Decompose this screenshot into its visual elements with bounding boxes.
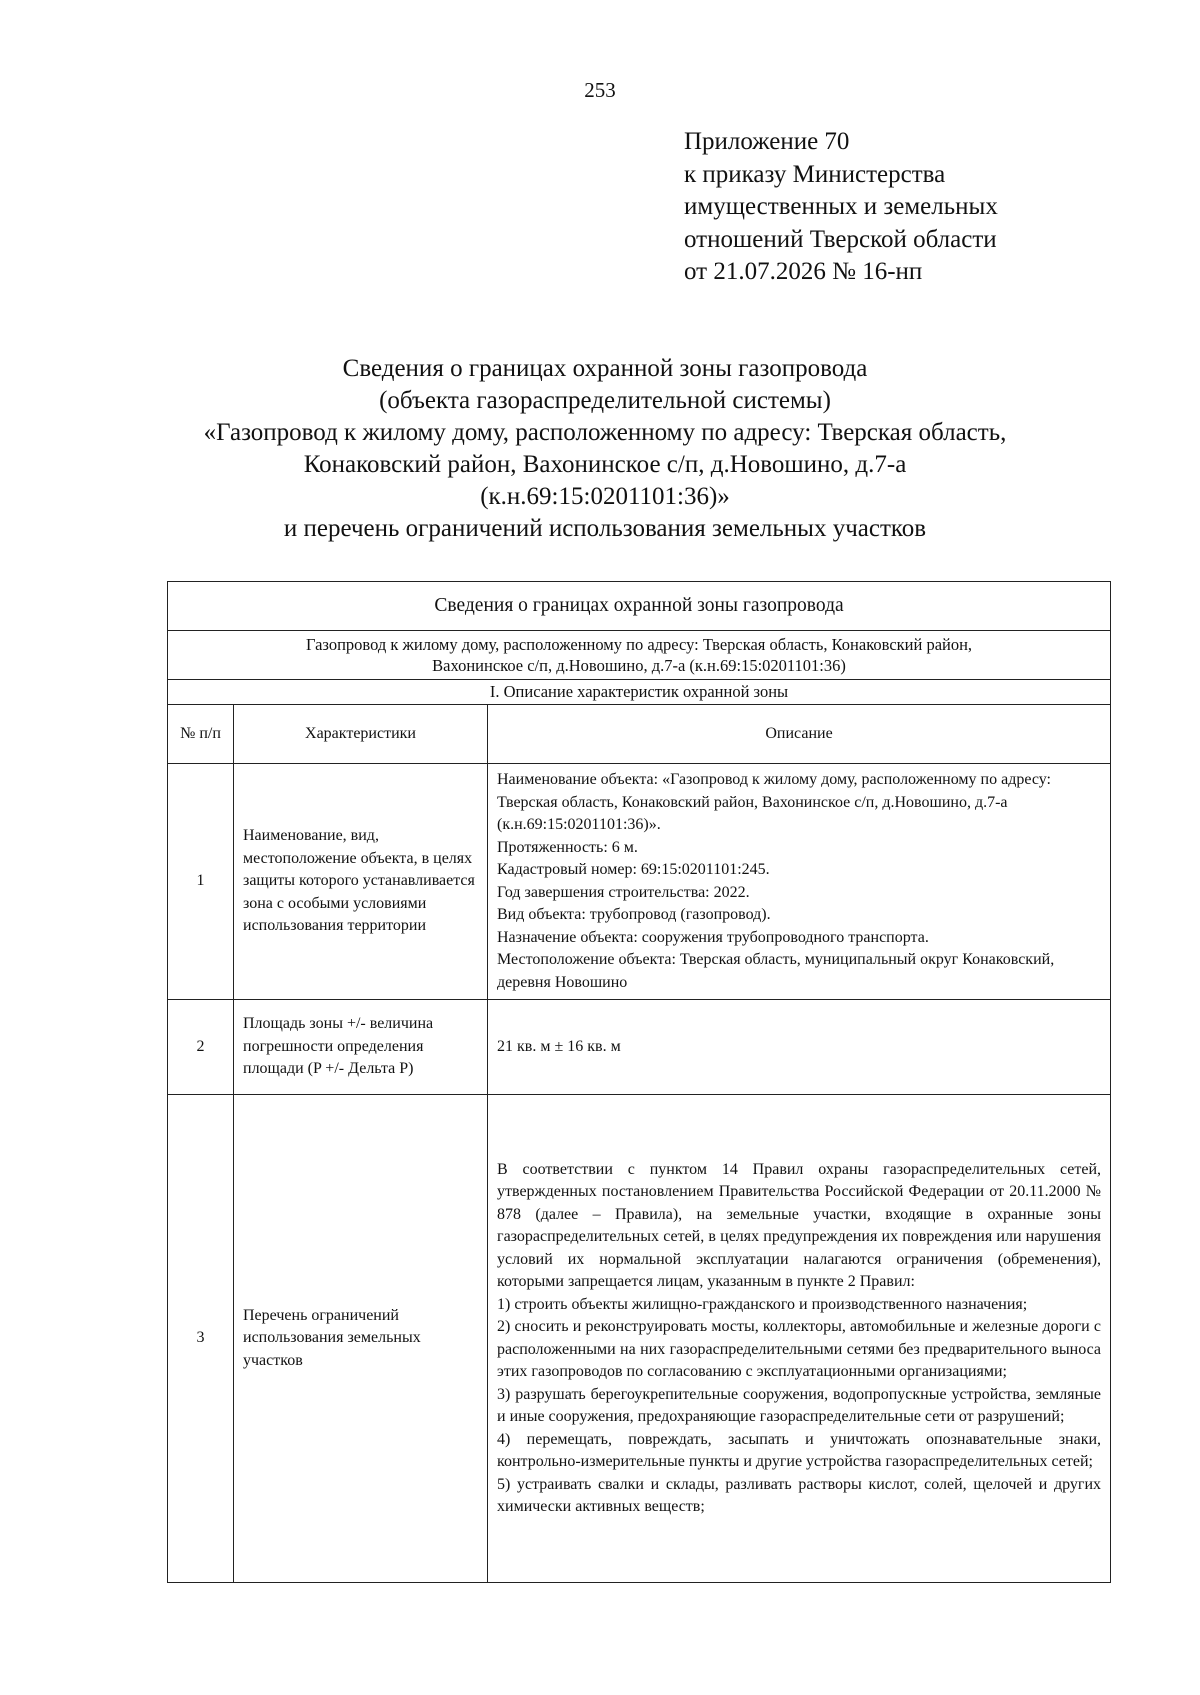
object-name-cell	[168, 631, 1111, 680]
appendix-line: имущественных и земельных	[684, 193, 998, 220]
row-num: 1	[168, 764, 234, 1000]
title-line: Сведения о границах охранной зоны газопровода	[342, 355, 868, 382]
title-line: «Газопровод к жилому дому, расположенному по адресу: Тверская область,	[203, 419, 1007, 446]
table-caption: Сведения о границах охранной зоны газопровода	[168, 582, 1111, 631]
appendix-line: от 21.07.2026 № 16-нп	[684, 258, 923, 285]
document-title	[150, 353, 1060, 545]
title-line: (объекта газораспределительной системы)	[379, 387, 831, 414]
description-line: В соответствии с пунктом 14 Правил охраны газораспределительных сетей, утвержденных постановлением Правительства Российской Федерации от 20.11.2000 № 878 (далее – Правила), на земельные участки, входящие в охранные зоны газораспределительных сетей, в целях предупреждения их повреждения или нарушения условий их нормальной эксплуатации налагаются ограничения (обременения), которыми запрещается лицам, указанным в пункте 2 Правил:	[497, 1160, 1102, 1290]
object-name-line: Газопровод к жилому дому, расположенному по адресу: Тверская область, Конаковский район,	[305, 635, 973, 654]
object-name-row	[168, 631, 1111, 680]
description-line: Год завершения строительства: 2022.	[497, 883, 750, 901]
table-row	[168, 764, 1111, 1000]
header-description: Описание	[488, 705, 1111, 764]
row-num: 2	[168, 1000, 234, 1095]
description-line: Вид объекта: трубопровод (газопровод).	[497, 906, 771, 923]
title-line: и перечень ограничений использования земельных участков	[283, 515, 927, 542]
appendix-line: Приложение 70	[684, 128, 850, 155]
description-line: 4) перемещать, повреждать, засыпать и уничтожать опознавательные знаки, контрольно-измерительные пункты и другие устройства газораспределительных сетей;	[497, 1430, 1102, 1470]
table-row	[168, 1095, 1111, 1583]
description-line: Наименование объекта: «Газопровод к жилому дому, расположенному по адресу: Тверская область, Конаковский район, Вахонинское с/п, д.Новошино, д.7-а (к.н.69:15:0201101:36)».	[497, 771, 1051, 833]
description-line: Протяженность: 6 м.	[497, 838, 638, 856]
section-title: I. Описание характеристик охранной зоны	[168, 680, 1111, 705]
table-row	[168, 1000, 1111, 1095]
title-line: (к.н.69:15:0201101:36)»	[480, 483, 730, 510]
row-description: 21 кв. м ± 16 кв. м	[488, 1000, 1111, 1095]
description-line: Назначение объекта: сооружения трубопроводного транспорта.	[497, 928, 929, 946]
row-characteristic: Перечень ограничений использования земельных участков	[234, 1095, 488, 1583]
row-description	[488, 764, 1111, 1000]
description-line: 1) строить объекты жилищно-гражданского и производственного назначения;	[497, 1295, 1028, 1313]
header-num: № п/п	[168, 705, 234, 764]
row-num: 3	[168, 1095, 234, 1583]
table-caption-row	[168, 582, 1111, 631]
page-number: 253	[584, 78, 616, 102]
zone-info-table	[167, 581, 1111, 1583]
object-name-line: Вахонинское с/п, д.Новошино, д.7-а (к.н.69:15:0201101:36)	[432, 656, 846, 675]
header-characteristics: Характеристики	[234, 705, 488, 764]
description-line: 5) устраивать свалки и склады, разливать растворы кислот, солей, щелочей и других химически активных веществ;	[497, 1475, 1102, 1515]
title-line: Конаковский район, Вахонинское с/п, д.Новошино, д.7-а	[303, 451, 907, 478]
header-row	[168, 705, 1111, 764]
row-characteristic: Площадь зоны +/- величина погрешности определения площади (P +/- Дельта P)	[234, 1000, 488, 1095]
appendix-line: отношений Тверской области	[684, 225, 997, 253]
section-row	[168, 680, 1111, 705]
description-line: 3) разрушать берегоукрепительные сооружения, водопропускные устройства, земляные и иные сооружения, предохраняющие газораспределительные сети от разрушений;	[497, 1385, 1102, 1425]
description-line: 2) сносить и реконструировать мосты, коллекторы, автомобильные и железные дороги с расположенными на них газораспределительными сетями без предварительного выноса этих газопроводов по согласованию с эксплуатационными организациями;	[497, 1318, 1102, 1380]
appendix-block	[684, 126, 998, 289]
row-description	[488, 1095, 1111, 1583]
row-characteristic: Наименование, вид, местоположение объекта, в целях защиты которого устанавливается зона с особыми условиями использования территории	[234, 764, 488, 1000]
appendix-line: к приказу Министерства	[684, 160, 946, 188]
description-line: Местоположение объекта: Тверская область, муниципальный округ Конаковский, деревня Новошино	[497, 951, 1055, 991]
description-line: Кадастровый номер: 69:15:0201101:245.	[497, 861, 770, 878]
